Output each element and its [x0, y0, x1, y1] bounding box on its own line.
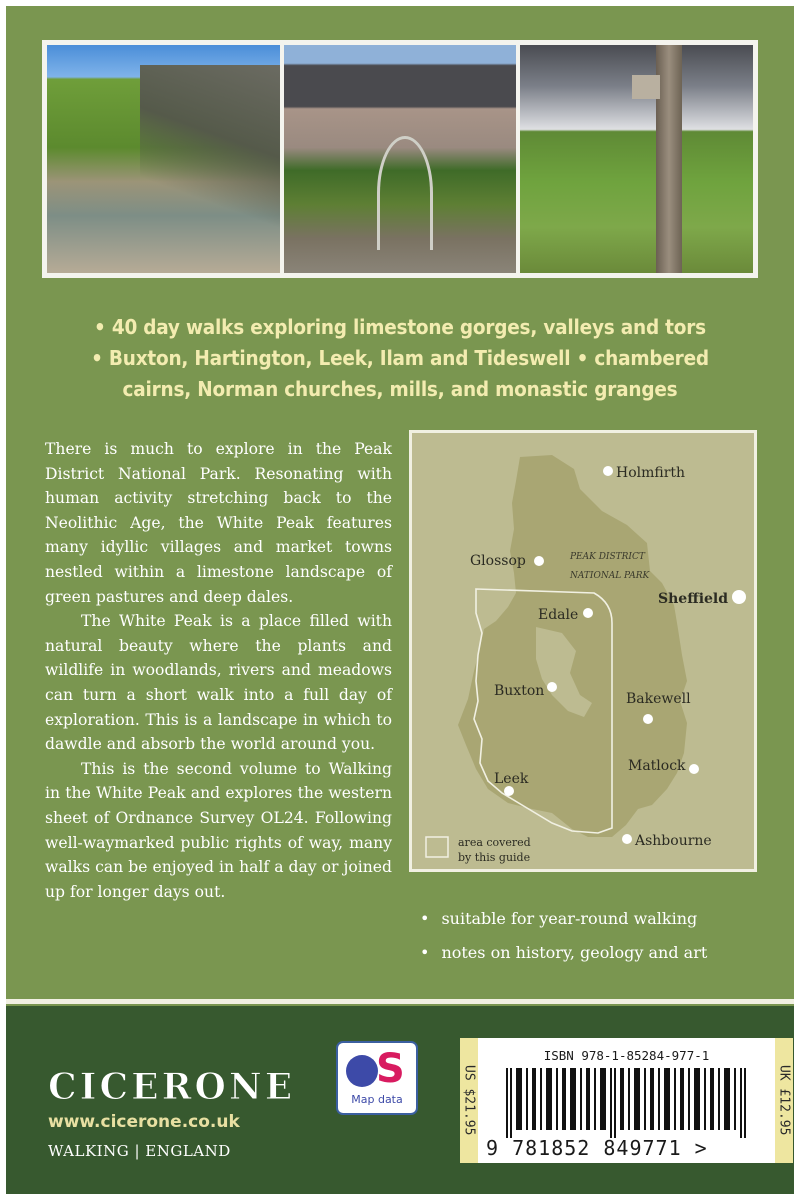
feature-list	[420, 902, 780, 970]
feature-item	[420, 902, 780, 936]
os-badge-label: Map data	[351, 1093, 403, 1106]
photo-strip	[42, 40, 758, 278]
stepping-stones-photo	[47, 45, 280, 273]
footer	[6, 1006, 794, 1194]
publisher-url[interactable]: www.cicerone.co.uk	[48, 1112, 240, 1132]
national-park-shape	[458, 455, 687, 837]
location-map	[409, 430, 757, 872]
cicerone-logo: CICERONE	[48, 1066, 296, 1108]
description-paragraph: The White Peak is a place filled with natural beauty where the plants and wildlife in woodlands, rivers and meadows can turn a short walk into a full day of exploration. This is a landscape in which to dawdle and absorb the world around you.	[45, 612, 392, 754]
feature-item	[420, 936, 780, 970]
place-holmfirth: Holmfirth	[616, 465, 686, 481]
highlights	[26, 312, 774, 405]
back-cover	[6, 6, 794, 1194]
highlight-line: • Buxton, Hartington, Leek, Ilam and Tideswell • chambered	[91, 346, 709, 370]
barcode-bars	[500, 1068, 756, 1138]
place-sheffield: Sheffield	[658, 591, 729, 607]
os-s-icon: S	[376, 1046, 405, 1092]
barcode-number: 9 781852 849771 >	[486, 1136, 708, 1160]
bullet-icon: •	[420, 909, 430, 928]
os-o-icon	[346, 1055, 378, 1087]
footpath-signpost-photo	[520, 45, 753, 273]
place-glossop: Glossop	[470, 553, 526, 569]
manor-house-photo	[284, 45, 517, 273]
place-buxton: Buxton	[494, 683, 545, 699]
highlight-line: • 40 day walks exploring limestone gorges, valleys and tors	[94, 315, 706, 339]
walker-sign-icon	[632, 75, 660, 99]
description-paragraph: There is much to explore in the Peak District National Park. Resonating with human activity stretching back to the Neolithic Age, the White Peak features many idyllic villages and market towns nestled within a limestone landscape of green pastures and deep dales.	[45, 440, 392, 606]
category-label: WALKING | ENGLAND	[48, 1142, 231, 1160]
gate-arch	[377, 136, 433, 250]
map-graphic	[412, 433, 754, 869]
divider	[6, 999, 794, 1004]
place-edale: Edale	[538, 607, 579, 623]
description-paragraph: This is the second volume to Walking in the White Peak and explores the western sheet of Ordnance Survey OL24. Following well-waymarked public rights of way, many walks can be enjoyed in half a day or joined up for longer days out.	[45, 759, 392, 901]
feature-text: suitable for year-round walking	[441, 909, 698, 928]
place-matlock: Matlock	[628, 758, 686, 774]
legend-label: by this guide	[458, 851, 531, 864]
bullet-icon: •	[420, 943, 430, 962]
barcode-block	[460, 1038, 793, 1163]
isbn-text: ISBN 978-1-85284-977-1	[543, 1048, 710, 1063]
legend-label: area covered	[458, 836, 531, 849]
rock-outcrop	[140, 65, 280, 247]
price-uk: UK £12.95	[775, 1038, 793, 1163]
legend-swatch	[426, 837, 448, 857]
description	[45, 437, 392, 904]
price-us: US $21.95	[460, 1038, 478, 1163]
os-map-data-badge	[336, 1041, 418, 1115]
feature-text: notes on history, geology and art	[441, 943, 708, 962]
place-ashbourne: Ashbourne	[635, 833, 712, 849]
place-leek: Leek	[494, 771, 529, 787]
place-bakewell: Bakewell	[626, 691, 691, 707]
park-label: NATIONAL PARK	[570, 571, 650, 581]
park-label: PEAK DISTRICT	[570, 552, 645, 562]
barcode-label	[478, 1038, 775, 1163]
highlight-line: cairns, Norman churches, mills, and monastic granges	[122, 377, 678, 401]
